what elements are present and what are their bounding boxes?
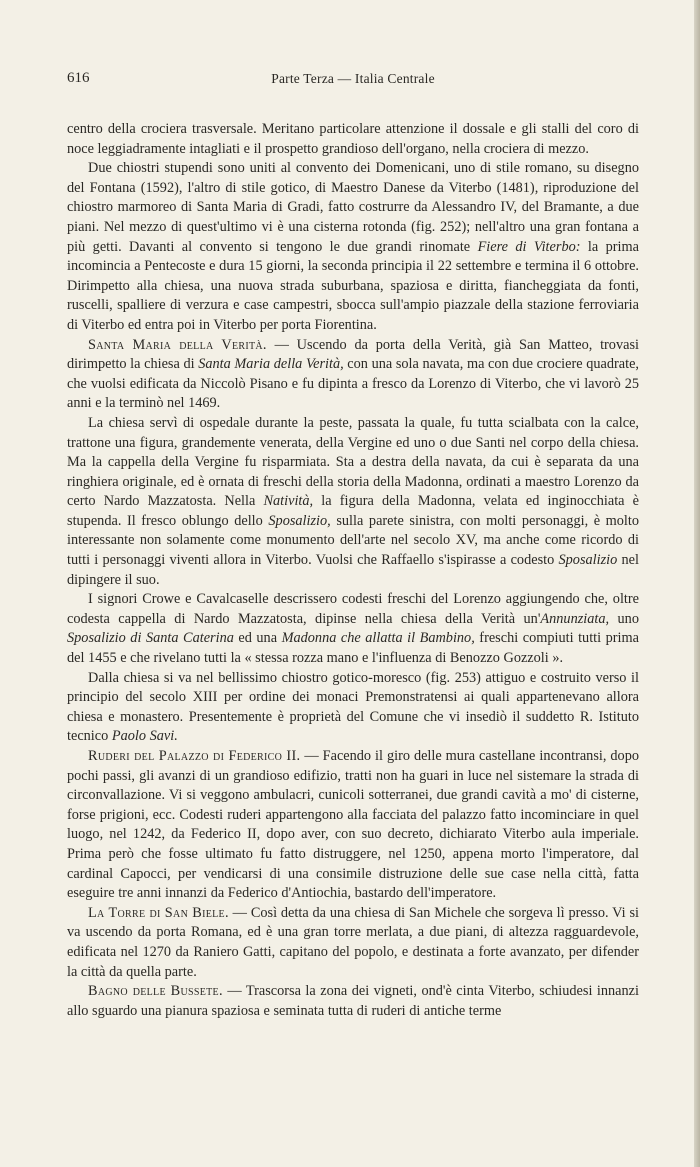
text: la figura della Madonna, velata ed inginocchiata è stupenda. Il fresco oblungo dello [67, 493, 640, 529]
running-title: Parte Terza — Italia Centrale [271, 71, 435, 86]
italic-title: Sposalizio [558, 552, 618, 569]
italic-title: Paolo Savi. [111, 728, 178, 745]
section-heading: Ruderi del Palazzo di Federico II. [88, 748, 301, 764]
text: uno [609, 610, 639, 627]
text: Dalla chiesa si va nel bellissimo chiostro gotico-moresco (fig. 253) attiguo e costruito verso il principio del secolo XIII per ordine dei monaci Premonstratensi ai quali appartenevano allora chiesa e monastero. Presentemente è proprietà del Comune che vi insediò il suddetto R. Istituto tecnico [67, 669, 639, 745]
italic-title: Madonna che allatta il Bambino, [281, 630, 475, 647]
paragraph-2 [67, 159, 639, 335]
paragraph-5 [67, 590, 639, 668]
paragraph-8 [67, 904, 639, 982]
text: I signori Crowe e Cavalcaselle descrissero codesti freschi del Lorenzo aggiungendo che, oltre codesta cappella di Nardo Mazzatosta, dipinse nella chiesa della Verità un' [67, 591, 639, 627]
paragraph-9 [67, 982, 639, 1021]
text: Due chiostri stupendi sono uniti al convento dei Domenicani, uno di stile romano, su disegno del Fontana (1592), l'altro di stile gotico, di Maestro Danese da Viterbo (1481), riproduzione del chiostro marmoreo di Santa Maria di Gradi, fatto costrurre da Alessandro IV, del Bramante, a due piani. Nel mezzo di quest'ultimo vi è una cisterna rotonda (fig. 252); nell'altro una gran fontana a più getti. Davanti al convento si tengono le due grandi rinomate [67, 160, 639, 255]
text: freschi compiuti tutti prima del 1455 e che rivelano tutti la « stessa rozza mano e l'influenza di Benozzo Gozzoli ». [67, 630, 639, 667]
text: la prima incomincia a Pentecoste e dura 15 giorni, la seconda principia il 22 settembre e termina il 6 ottobre. Dirimpetto alla chiesa, una nuova strada suburbana, spaziosa e diritta, fiancheggiata da fonti, ruscelli, spalliere di verzura e case campestri, sbocca sull'ampio piazzale della stazione ferroviaria di Viterbo ed entra poi in Viterbo per porta Fiorentina. [67, 238, 639, 333]
text: La chiesa servì di ospedale durante la peste, passata la quale, fu tutta scialbata con la calce, trattone una figura, grandemente venerata, della Vergine ed uno o due Santi nel corpo della chiesa. Ma la cappella della Vergine fu risparmiata. Sta a destra della navata, da cui è separata da una ringhiera originale, ed è ornata di freschi della storia della Madonna, ordinati a maestro Lorenzo da certo Nardo Mazzatosta. Nella [67, 414, 639, 510]
text: — Così detta da una chiesa di San Michele che sorgeva lì presso. Vi si va uscendo da porta Romana, ed è una gran torre merlata, a due piani, di altezza ragguardevole, edificata nel 1270 da Raniero Gatti, capitano del popolo, e destinata a forte avanzato, per difender la città da quella parte. [67, 904, 639, 980]
paragraph-7 [67, 747, 639, 904]
italic-title: Natività, [263, 493, 314, 510]
page-edge [694, 0, 700, 1167]
paragraph-6 [67, 669, 639, 747]
text: sulla parete sinistra, con molti personaggi, è molto interessante non solamente come monumento dell'arte nel secolo XV, ma anche come ricordo di tutti i personaggi viventi allora in Viterbo. Vuolsi che Raffaello s'ispirasse a codesto [67, 512, 640, 569]
section-heading: Bagno delle Bussete. [88, 983, 223, 1000]
italic-title: Sposalizio di Santa Caterina [67, 630, 234, 647]
page-header [67, 70, 639, 90]
italic-title: Sposalizio, [268, 512, 331, 529]
text: — Trascorsa la zona dei vigneti, ond'è cinta Viterbo, schiudesi innanzi allo sguardo una pianura spaziosa e seminata tutta di ruderi di antiche terme [67, 983, 639, 1019]
italic-title: Fiere di Viterbo: [477, 238, 581, 255]
section-heading: Santa Maria della Verità. [88, 336, 267, 353]
section-heading: La Torre di San Biele. [88, 904, 229, 921]
text: centro della crociera trasversale. Meritano particolare attenzione il dossale e gli stalli del coro di noce leggiadramente intagliati e il prospetto grandioso dell'organo, nella crociera di mezzo. [67, 121, 639, 157]
italic-title: Santa Maria della Verità, [198, 356, 344, 373]
page-number: 616 [67, 70, 90, 86]
text: — Uscendo da porta della Verità, già San Matteo, trovasi dirimpetto la chiesa di [67, 336, 639, 373]
body-text [67, 120, 639, 1021]
text: — Facendo il giro delle mura castellane incontransi, dopo pochi passi, gli avanzi di un grandioso edifizio, tratti non ha guari in luce nel sistemare la strada di circonvallazione. Vi si veggono ambulacri, cunicoli sotterranei, due grandi cavità a mo' di cisterne, forse prigioni, ecc. Codesti ruderi appartengono alla facciata del palazzo fatto incominciare in quel luogo, nel 1242, da Federico II, dopo aver, con suo decreto, dichiarato Viterbo aula imperiale. Prima però che fosse ultimato fu fatto distruggere, nel 1250, appena morto l'imperatore, dal cardinal Capocci, per vendicarsi di una consimile distruzione delle sue case nella città, fatta eseguire tre anni innanzi da Federico d'Antiochia, bastardo dell'imperatore. [67, 748, 640, 902]
text: con una sola navata, ma con due crociere quadrate, che vuolsi edificata da Niccolò Pisano e fu dipinta a fresco da Lorenzo di Viterbo, che vi lavorò 25 anni e la terminò nel 1469. [67, 356, 640, 412]
paragraph-4 [67, 414, 639, 590]
paragraph-1 [67, 120, 639, 159]
paragraph-3 [67, 336, 639, 414]
text: nel dipingere il suo. [67, 552, 639, 588]
text: ed una [233, 630, 282, 647]
italic-title: Annunziata, [540, 610, 610, 627]
